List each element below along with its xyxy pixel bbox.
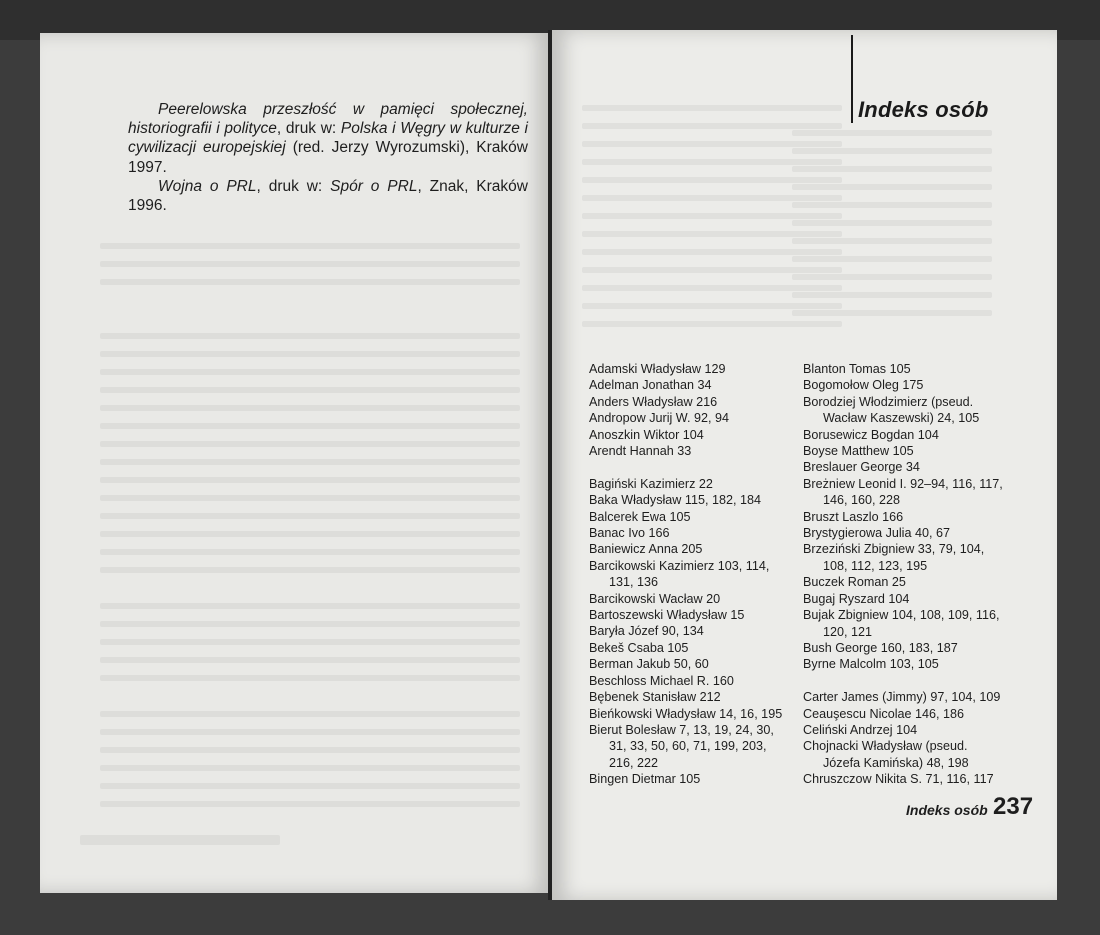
index-entry: Bartoszewski Władysław 15 [589, 608, 745, 623]
page-title: Indeks osób [858, 97, 989, 122]
index-entry: Baniewicz Anna 205 [589, 542, 703, 557]
index-entry: Bugaj Ryszard 104 [803, 591, 910, 606]
index-entry: Bruszt Laszlo 166 [803, 509, 904, 524]
index-entry: Chojnacki Władysław (pseud. Józefa Kamińska) 48, 198 [803, 739, 969, 770]
index-entry: Brzeziński Zbigniew 33, 79, 104, 108, 112, 123, 195 [803, 542, 985, 573]
index-entry: Berman Jakub 50, 60 [589, 657, 709, 672]
index-entry: Banac Ivo 166 [589, 526, 670, 541]
index-entry: Arendt Hannah 33 [589, 444, 692, 459]
index-column-left [589, 361, 789, 788]
index-entry: Bujak Zbigniew 104, 108, 109, 116, 120, 121 [803, 608, 1000, 639]
index-entry: Bagiński Kazimierz 22 [589, 476, 713, 491]
index-entry: Baka Władysław 115, 182, 184 [589, 493, 761, 508]
index-entry: Anoszkin Wiktor 104 [589, 427, 704, 442]
index-entry: Bush George 160, 183, 187 [803, 640, 958, 655]
index-entry: Borusewicz Bogdan 104 [803, 427, 939, 442]
index-entry: Blanton Tomas 105 [803, 362, 911, 376]
index-entry: Beschloss Michael R. 160 [589, 673, 734, 688]
index-entry: Ceauşescu Nicolae 146, 186 [803, 706, 965, 721]
index-entry: Boyse Matthew 105 [803, 444, 914, 459]
bibliography-entry: Peerelowska przeszłość w pamięci społecznej, historiografii i polityce, druk w: Polska i Węgry w kulturze i cywilizacji europejskiej (red. Jerzy Wyrozumski), Kraków 1997. [128, 101, 528, 176]
index-entry: Breslauer George 34 [803, 460, 920, 475]
page-number: 237 [993, 793, 1034, 820]
index-entry: Buczek Roman 25 [803, 575, 906, 590]
index-entry: Bogomołow Oleg 175 [803, 378, 924, 393]
index-entry: Brystygierowa Julia 40, 67 [803, 526, 950, 541]
index-entry: Barcikowski Wacław 20 [589, 591, 721, 606]
index-entry: Anders Władysław 216 [589, 394, 718, 409]
index-letter-gap [589, 459, 789, 475]
index-entry: Barcikowski Kazimierz 103, 114, 131, 136 [589, 558, 770, 590]
index-column-right [803, 361, 1003, 788]
index-entry: Bębenek Stanisław 212 [589, 690, 721, 705]
index-entry: Borodziej Włodzimierz (pseud. Wacław Kaszewski) 24, 105 [803, 394, 980, 426]
index-entry: Byrne Malcolm 103, 105 [803, 657, 939, 672]
index-entry: Bekeš Csaba 105 [589, 640, 689, 655]
index-entry: Andropow Jurij W. 92, 94 [589, 411, 730, 426]
index-entry: Carter James (Jimmy) 97, 104, 109 [803, 690, 1001, 705]
index-entry: Bingen Dietmar 105 [589, 772, 701, 787]
index-entry: Adelman Jonathan 34 [589, 378, 712, 393]
index-entry: Bierut Bolesław 7, 13, 19, 24, 30, 31, 33, 50, 60, 71, 199, 203, 216, 222 [589, 722, 774, 770]
index-entry: Balcerek Ewa 105 [589, 509, 691, 524]
header-rule [851, 35, 853, 123]
bibliography-block [128, 100, 528, 215]
index-entry: Chruszczow Nikita S. 71, 116, 117 [803, 772, 994, 787]
footer-title: Indeks osób [906, 802, 988, 818]
index-entry: Breżniew Leonid I. 92–94, 116, 117, 146, 160, 228 [803, 476, 1003, 508]
bibliography-entry: Wojna o PRL, druk w: Spór o PRL, Znak, Kraków 1996. [128, 177, 528, 215]
index-entry: Celiński Andrzej 104 [803, 722, 918, 737]
index-entry: Bieńkowski Władysław 14, 16, 195 [589, 706, 783, 721]
index-entry: Baryła Józef 90, 134 [589, 624, 704, 639]
index-entry: Adamski Władysław 129 [589, 362, 726, 376]
index-letter-gap [803, 673, 1003, 689]
